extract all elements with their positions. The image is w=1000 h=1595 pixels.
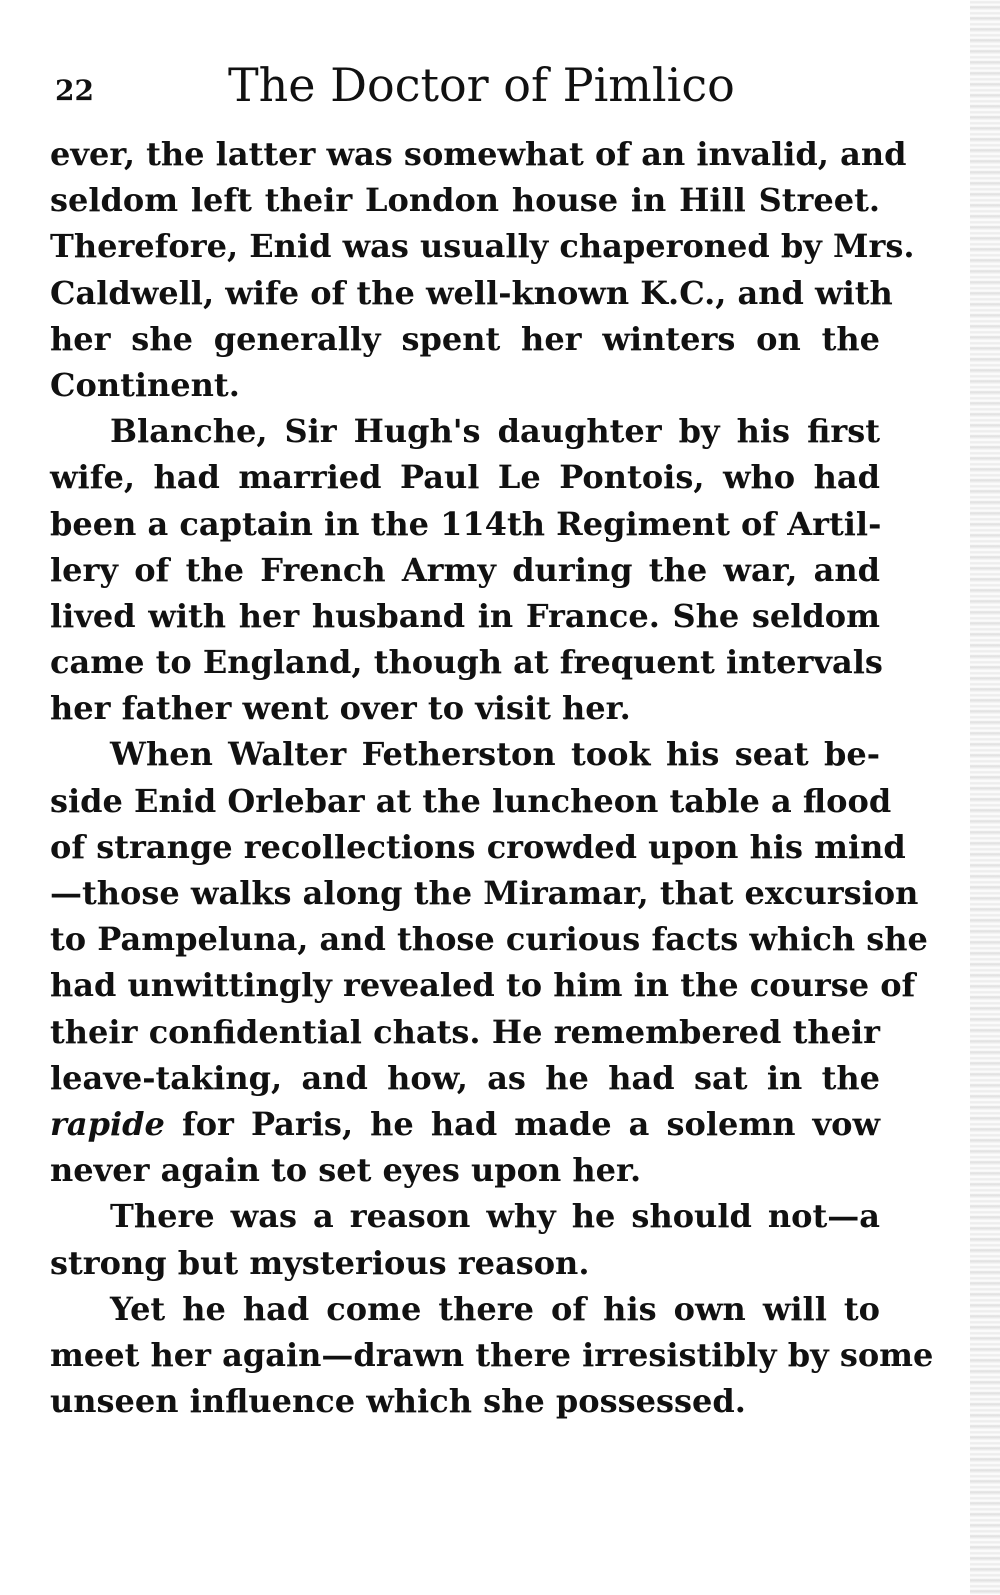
text-line-with-italic xyxy=(50,1101,880,1147)
body-text xyxy=(50,131,934,1424)
text-line: leave-taking, and how, as he had sat in the xyxy=(50,1058,880,1097)
paragraph-start-line: Yet he had come there of his own will to xyxy=(110,1289,880,1328)
book-title-header: The Doctor of Pimlico xyxy=(228,58,735,112)
text-line: to Pampeluna, and those curious facts which she xyxy=(50,920,928,959)
paragraph-start-line: Blanche, Sir Hugh's daughter by his first xyxy=(110,412,880,451)
text-line: Therefore, Enid was usually chaperoned by Mrs. xyxy=(50,227,915,266)
text-line: lived with her husband in France. She seldom xyxy=(50,596,880,635)
text-line: Caldwell, wife of the well-known K.C., and with xyxy=(50,273,893,312)
text-line: meet her again—drawn there irresistibly by some xyxy=(50,1335,934,1374)
italic-word: rapide xyxy=(50,1104,165,1143)
text-line: had unwittingly revealed to him in the course of xyxy=(50,966,916,1005)
text-line: strong but mysterious reason. xyxy=(50,1243,590,1282)
page-number: 22 xyxy=(55,74,94,107)
text-line: been a captain in the 114th Regiment of Artil- xyxy=(50,504,882,543)
paragraph-start-line: There was a reason why he should not—a xyxy=(110,1197,880,1236)
text-line: —those walks along the Miramar, that excursion xyxy=(50,874,919,912)
page-edge-shadow xyxy=(970,0,1000,1595)
text-line: her father went over to visit her. xyxy=(50,689,631,728)
text-line: came to England, though at frequent intervals xyxy=(50,643,883,682)
text-line-remainder: for Paris, he had made a solemn vow xyxy=(181,1104,881,1143)
text-line: wife, had married Paul Le Pontois, who had xyxy=(50,458,880,497)
text-line: of strange recollections crowded upon his mind xyxy=(50,827,906,866)
text-line: Continent. xyxy=(50,365,240,404)
text-line: never again to set eyes upon her. xyxy=(50,1151,642,1190)
text-line: her she generally spent her winters on the xyxy=(50,319,880,358)
text-line: lery of the French Army during the war, and xyxy=(50,550,880,589)
text-line: side Enid Orlebar at the luncheon table a flood xyxy=(50,781,892,820)
text-line: unseen influence which she possessed. xyxy=(50,1382,746,1421)
text-line: their confidential chats. He remembered their xyxy=(50,1012,880,1051)
paragraph-start-line: When Walter Fetherston took his seat be- xyxy=(110,735,880,774)
text-line: ever, the latter was somewhat of an invalid, and xyxy=(50,135,907,173)
text-line: seldom left their London house in Hill Street. xyxy=(50,181,880,220)
running-head xyxy=(55,58,885,118)
